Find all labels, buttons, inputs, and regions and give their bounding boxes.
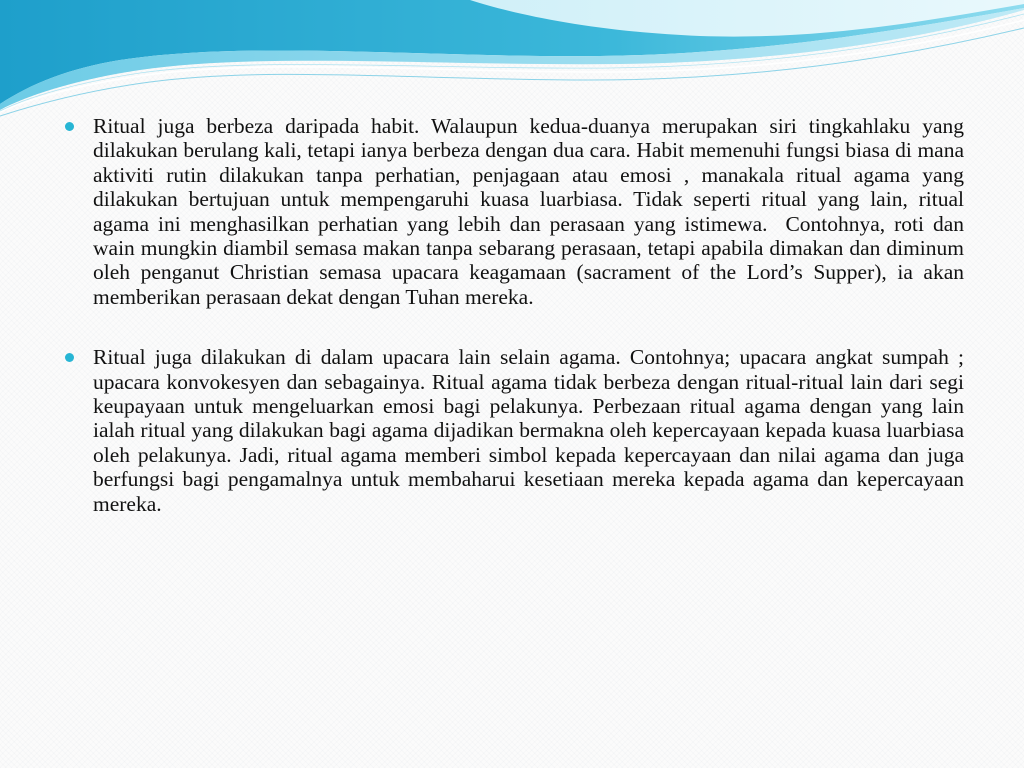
slide-content — [62, 114, 970, 552]
bullet-dot-icon — [65, 122, 74, 131]
wave-header-decoration — [0, 0, 1024, 120]
bullet-text: Ritual juga berbeza daripada habit. Walaupun kedua-duanya merupakan siri tingkahlaku yang dilakukan berulang kali, tetapi ianya berbeza dengan dua cara. Habit memenuhi fungsi biasa di mana aktiviti rutin dilakukan tanpa perhatian, penjagaan atau emosi , manakala ritual agama yang dilakukan bertujuan untuk mempengaruhi kuasa luarbiasa. Tidak seperti ritual yang lain, ritual agama ini menghasilkan perhatian yang lebih dan perasaan yang istimewa. Contohnya, roti dan wain mungkin diambil semasa makan tanpa sebarang perasaan, tetapi apabila dimakan dan diminum oleh penganut Christian semasa upacara keagamaan (sacrament of the Lord’s Supper), ia akan memberikan perasaan dekat dengan Tuhan mereka. — [93, 114, 970, 309]
bullet-text: Ritual juga dilakukan di dalam upacara lain selain agama. Contohnya; upacara angkat sumpah ; upacara konvokesyen dan sebagainya. Ritual agama tidak berbeza dengan ritual-ritual lain dari segi keupayaan untuk mengeluarkan emosi bagi pelakunya. Perbezaan ritual agama dengan yang lain ialah ritual yang dilakukan bagi agama dijadikan bermakna oleh kepercayaan kepada kuasa luarbiasa oleh pelakunya. Jadi, ritual agama memberi simbol kepada kepercayaan dan nilai agama dan juga berfungsi bagi pengamalnya untuk membaharui kesetiaan mereka kepada agama dan kepercayaan mereka. — [93, 345, 970, 516]
bullet-dot-icon — [65, 353, 74, 362]
bullet-item-2 — [62, 345, 970, 516]
bullet-item-1 — [62, 114, 970, 309]
